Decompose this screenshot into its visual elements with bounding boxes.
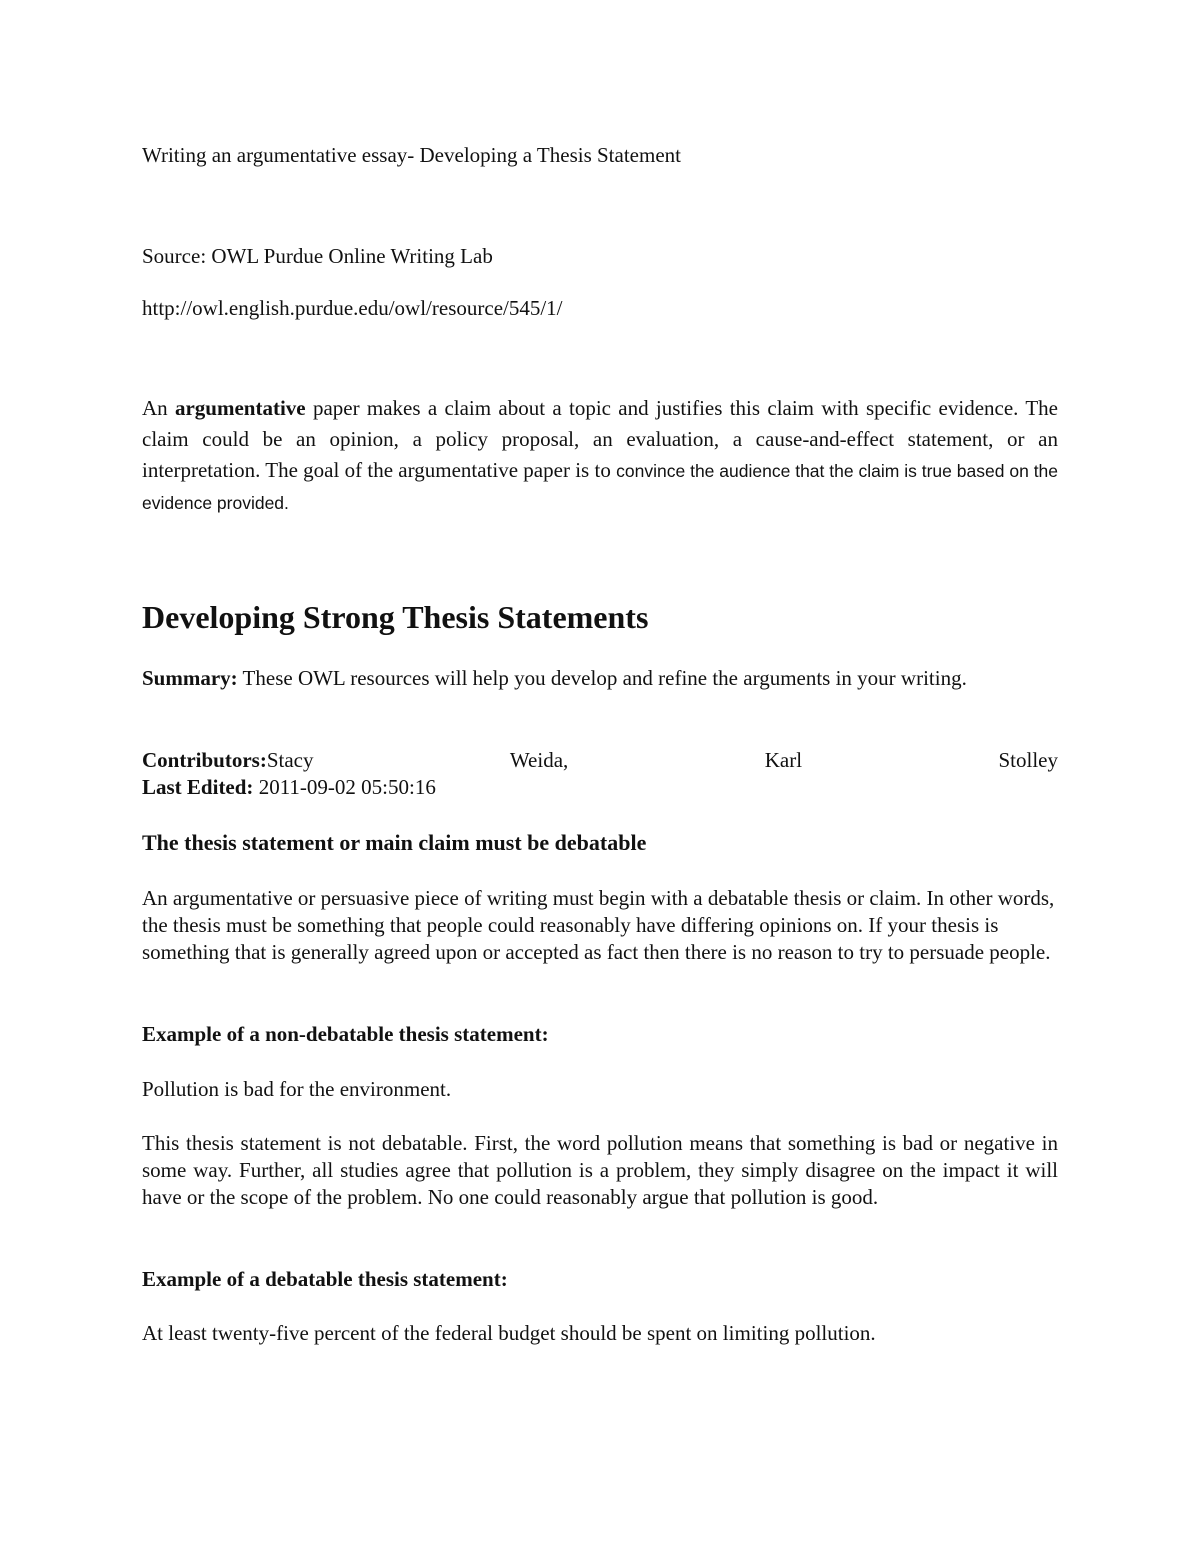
contributor-1 [142, 746, 314, 774]
explanation-paragraph: This thesis statement is not debatable. First, the word pollution means that something is bad or negative in some way. Further, all studies agree that pollution is a problem, they simply disagree on the impact it will have or the scope of the problem. No one could reasonably argue that pollution is good. [142, 1131, 1058, 1209]
intro-paragraph [142, 393, 1058, 519]
non-debatable-example-text: Pollution is bad for the environment. [142, 1077, 452, 1101]
last-edited-line [142, 774, 1058, 801]
contributor-name-4: Stolley [998, 748, 1058, 772]
contributor-name-3: Karl [764, 748, 803, 772]
debatable-heading: The thesis statement or main claim must be debatable [142, 830, 647, 855]
intro-lead: An [142, 396, 168, 420]
summary-text: These OWL resources will help you develop and refine the arguments in your writing. [242, 666, 967, 690]
source-line: Source: OWL Purdue Online Writing Lab [142, 244, 493, 268]
contributors-row [142, 746, 1058, 774]
contributors-label: Contributors: [142, 748, 267, 772]
summary-paragraph [142, 665, 1058, 692]
debatable-paragraph: An argumentative or persuasive piece of writing must begin with a debatable thesis or claim. In other words, the thesis must be something that people could reasonably have differing opinions on. If your thesis is something that is generally agreed upon or accepted as fact then there is no reason to try to persuade people. [142, 886, 1055, 964]
document-heading: Writing an argumentative essay- Developing a Thesis Statement [142, 143, 681, 167]
intro-text: paper makes a claim about a topic and justifies this claim with specific evidence. The claim could be an opinion, a policy proposal, an evaluation, a cause-and-effect statement, or an interpretation. The goal of the argumentative paper is to [142, 396, 1059, 482]
source-url: http://owl.english.purdue.edu/owl/resource/545/1/ [142, 296, 563, 320]
intro-tail: convince the audience that the claim is true based on the evidence provided. [142, 461, 1059, 513]
contributor-name-2: Weida, [509, 748, 569, 772]
summary-label: Summary: [142, 666, 238, 690]
non-debatable-example-label: Example of a non-debatable thesis statement: [142, 1022, 549, 1046]
last-edited-value: 2011-09-02 05:50:16 [258, 775, 436, 799]
contributor-name-1: Stacy [266, 748, 314, 772]
last-edited-label: Last Edited: [142, 775, 254, 799]
debatable-example-text: At least twenty-five percent of the federal budget should be spent on limiting pollution. [142, 1321, 876, 1345]
section-title: Developing Strong Thesis Statements [142, 599, 649, 635]
debatable-example-label: Example of a debatable thesis statement: [142, 1267, 508, 1291]
intro-bold-term: argumentative [174, 396, 306, 420]
